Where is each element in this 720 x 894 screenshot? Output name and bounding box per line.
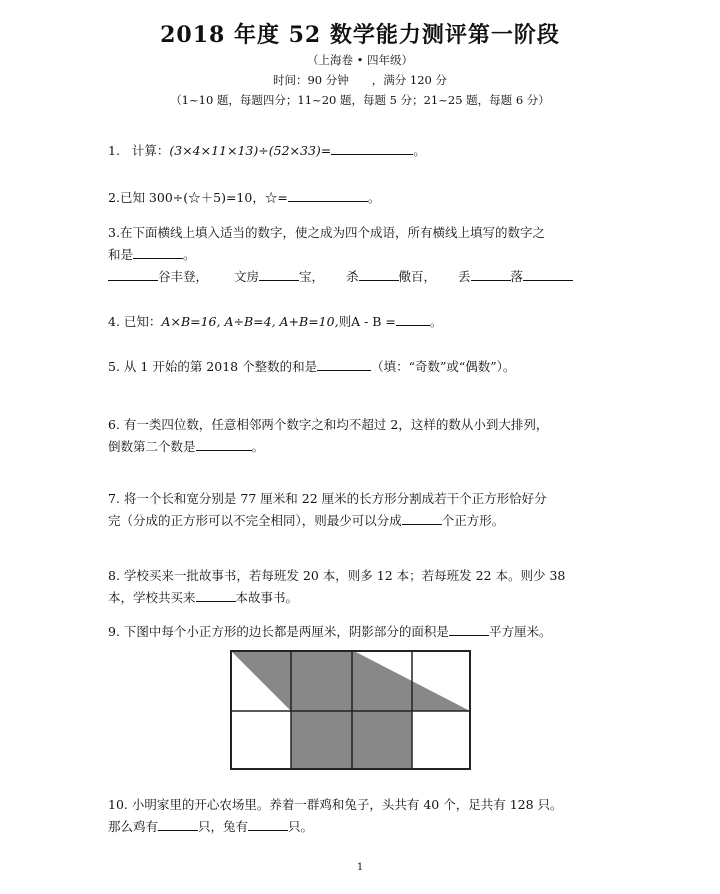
answer-blank[interactable]	[108, 266, 158, 281]
question-6: 6. 有一类四位数，任意相邻两个数字之和均不超过 2，这样的数从小到大排列， 倒数第二个数是 。	[108, 417, 549, 454]
question-3: 3.在下面横线上填入适当的数字，使之成为四个成语，所有横线上填写的数字之 和是 。 谷丰登， 文房 宝， 杀 儆百， 丢 落	[108, 222, 573, 288]
question-4: 4. 已知：A×B=16, A÷B=4, A+B=10,则A - B = 。	[108, 311, 442, 333]
page-title: 2018 年度 52 数学能力测评第一阶段	[160, 22, 560, 48]
question-8: 8. 学校买来一批故事书，若每班发 20 本，则多 12 本；若每班发 22 本。则少 38 本，学校共买来 本故事书。	[108, 568, 566, 605]
question-5: 5. 从 1 开始的第 2018 个整数的和是 （填：“奇数”或“偶数”）。	[108, 356, 515, 378]
answer-blank[interactable]	[196, 436, 252, 451]
answer-blank[interactable]	[259, 266, 299, 281]
answer-blank[interactable]	[133, 244, 183, 259]
question-9: 9. 下图中每个小正方形的边长都是两厘米，阴影部分的面积是 平方厘米。	[108, 621, 551, 643]
time-info: 时间：90 分钟 ，满分 120 分	[272, 73, 448, 87]
answer-blank[interactable]	[158, 816, 198, 831]
question-7: 7. 将一个长和宽分别是 77 厘米和 22 厘米的长方形分割成若干个正方形恰好分 完（分成的正方形可以不完全相同），则最少可以分成 个正方形。	[108, 491, 547, 528]
exam-volume: （上海卷 • 四年级）	[306, 53, 414, 67]
shaded-region	[230, 650, 470, 770]
question-10: 10. 小明家里的开心农场里。养着一群鸡和兔子，头共有 40 个，足共有 128 只。 那么鸡有 只，兔有 只。	[108, 797, 563, 834]
answer-blank[interactable]	[523, 266, 573, 281]
answer-blank[interactable]	[471, 266, 511, 281]
answer-blank[interactable]	[331, 140, 413, 155]
question-1: 1. 计算：(3×4×11×13)÷(52×33)= 。	[108, 140, 426, 162]
answer-blank[interactable]	[396, 311, 430, 326]
answer-blank[interactable]	[402, 510, 442, 525]
answer-blank[interactable]	[248, 816, 288, 831]
answer-blank[interactable]	[317, 356, 371, 371]
grid-figure	[230, 650, 472, 772]
answer-blank[interactable]	[449, 621, 489, 636]
answer-blank[interactable]	[359, 266, 399, 281]
page-number: 1	[356, 862, 364, 873]
answer-blank[interactable]	[288, 187, 368, 202]
question-2: 2.已知 300÷(☆＋5)=10，☆= 。	[108, 187, 380, 209]
answer-blank[interactable]	[196, 587, 236, 602]
scoring-info: （1~10 题，每题四分；11~20 题，每题 5 分；21~25 题，每题 6 分）	[170, 93, 550, 107]
